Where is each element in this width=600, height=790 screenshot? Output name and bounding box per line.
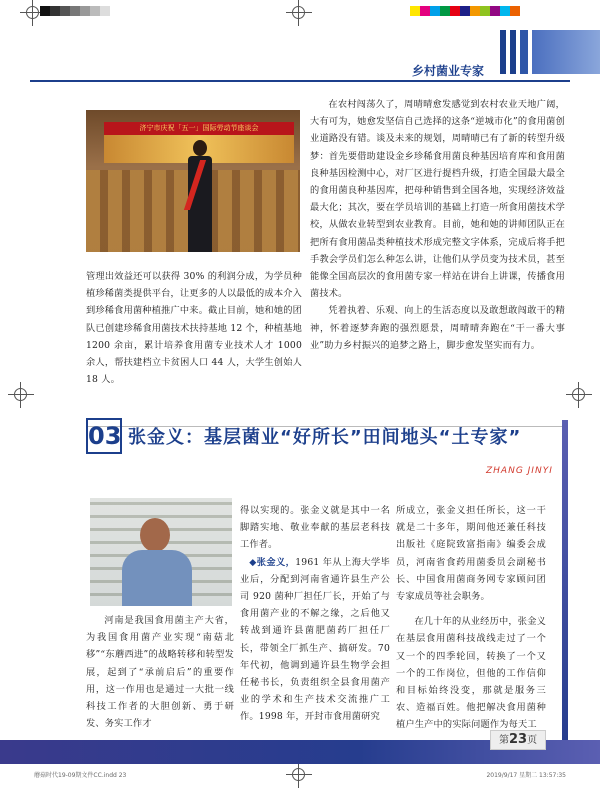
portrait-photo: [90, 498, 232, 606]
header-rule: [30, 80, 570, 82]
column-2-paragraph-2: [240, 554, 390, 726]
column-2-paragraph-1: 得以实现的。张金义就是其中一名脚踏实地、敬业奉献的基层老科技工作者。: [240, 505, 390, 551]
section-number: 03: [86, 418, 122, 454]
name-marker: ◆张金义，: [249, 556, 296, 568]
color-calibration-strip: [410, 6, 520, 16]
photo-banner: 济宁市庆祝「五一」国际劳动节座谈会: [104, 122, 294, 135]
file-meta: 蘑菇时代19-09期文件CC.indd 23: [34, 772, 127, 779]
right-paragraph-1: 在农村闯荡久了，周晴晴愈发感觉到农村农业天地广阔，大有可为，她愈发坚信自己选择的这条“逆城市化”的食用菌创业道路没有错。谈及未来的规划，周晴晴已有了新的转型升级梦：首先要借助建设金乡珍稀食用菌良种基因培育库和食用菌良种基因检测中心，对厂区进行提档升级，打造全国最大最全的食用菌良种基因库，把母种销售到全国各地，实现经济效益最大化；其次，要在学员培训的基础上打造一所食用菌技术学校，从做农业转型到农业教育。目前，她和她的讲师团队正在把所有食用菌品类种植技术形成完整文字体系，完成后将手把手教会学员们怎么种怎么讲，让他们从学员变为技术员，甚至能像全国高层次的食用菌专家一样站在讲台上讲课，传播食用菌技术。: [310, 99, 565, 300]
header-color-band: [500, 30, 600, 74]
page-prefix: 第: [499, 735, 509, 746]
column-2-paragraph-2-text: 1961 年从上海大学毕业后，分配到河南省通许县生产公司 920 菌种厂担任厂长，开始了与食用菌产业的不解之缘，之后他又转战到通许县菌肥菌药厂担任厂长，带领全厂抓生产、搞研发。70 年代初，他调到通许县生物学会担任秘书长，负责组织全县食用菌产业的学术和生产技术交流推广工作。1998 年，开封市食用菌研究: [240, 556, 390, 723]
column-3: [396, 502, 546, 734]
column-1-text: 河南是我国食用菌主产大省，为我国食用菌产业实现“南菇北移”“东蘑西进”的战略转移和转型发展，起到了“承前启后”的重要作用，这一作用也是通过一大批一线科技工作者的大胆创新、勇于研发、务实工作才: [86, 615, 234, 730]
section-pinyin: ZHANG JINYI: [486, 466, 553, 476]
gray-calibration-strip: [40, 6, 110, 16]
crop-mark-bottom-icon: [286, 762, 312, 788]
right-paragraph-2: 凭着执着、乐观、向上的生活态度以及敢想敢闯敢干的精神，怀着逐梦奔跑的强烈愿景，周晴晴奔跑在“干一番大事业”助力乡村振兴的追梦之路上，脚步愈发坚实而有力。: [310, 305, 565, 351]
date-meta: 2019/9/17 星期二 13:57:35: [486, 772, 566, 779]
crop-mark-right-icon: [566, 382, 592, 408]
column-2: [240, 502, 390, 726]
meeting-photo: [86, 110, 300, 252]
right-column-top: [310, 96, 565, 354]
page-number: [490, 730, 546, 750]
section-title: 张金义：基层菌业“好所长”田间地头“土专家”: [128, 427, 522, 448]
lead-paragraph: 管理出效益还可以获得 30% 的利润分成，为学员种植珍稀菌类提供平台，让更多的人以最低的成本介入到珍稀食用菌种植推广中来。截止目前，她和她的团队已创建珍稀食用菌技术扶持基地 12 个，种植基地 1200 余亩，累计培养食用菌专业技术人才 1000 余人，帮扶建档立卡贫困人口 44 人，大学生创始人 18 人。: [86, 271, 302, 386]
crop-mark-top-center-icon: [286, 0, 312, 26]
column-3-paragraph-2: 在几十年的从业经历中，张金义在基层食用菌科技战线走过了一个又一个的四季轮回，转换了一个又一个的工作岗位，但他的工作信仰和目标始终没变，那就是服务三农、造福百姓。他把解决食用菌种植户生产中的实际问题作为每天工: [396, 616, 546, 731]
crop-mark-left-icon: [8, 382, 34, 408]
column-3-paragraph-1: 所成立，张金义担任所长，这一干就是二十多年，期间他还兼任科技出版社《庭院致富指南》编委会成员，河南省食药用菌委员会副秘书长、中国食用菌商务网专家顾问团专家成员等社会职务。: [396, 505, 546, 603]
page-number-value: 23: [509, 732, 528, 747]
side-color-strip: [562, 420, 568, 740]
section-header: 乡村菌业专家: [412, 64, 485, 78]
photo-person: [186, 140, 214, 252]
page-suffix: 页: [527, 735, 538, 746]
